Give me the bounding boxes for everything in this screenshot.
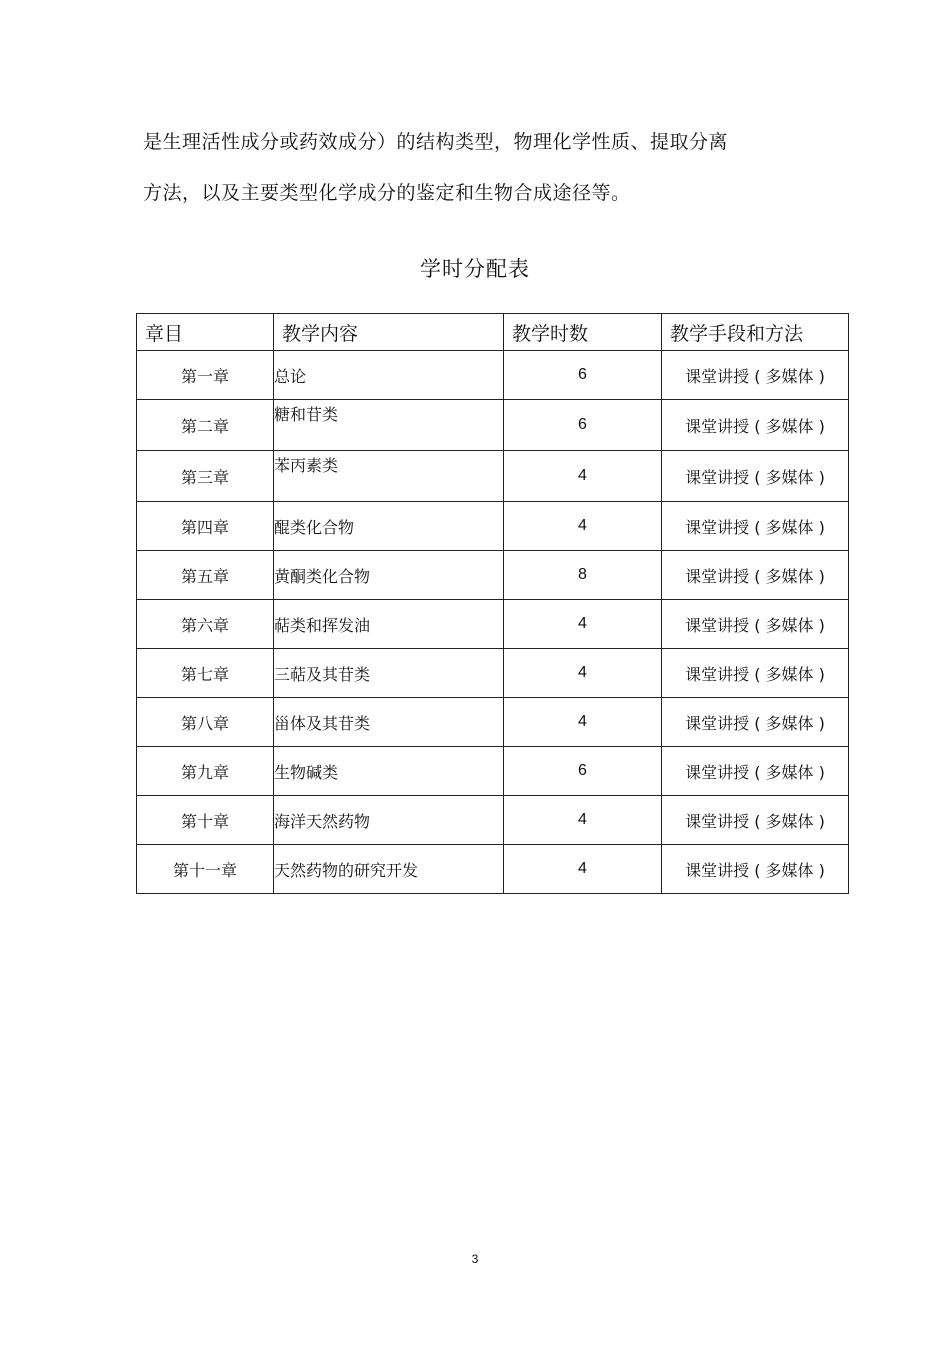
cell-hours: 6: [504, 400, 662, 451]
table-row: [137, 698, 849, 747]
table-row: [137, 747, 849, 796]
cell-hours: 4: [504, 796, 662, 845]
body-text-line-2: 方法，以及主要类型化学成分的鉴定和生物合成途径等。: [143, 182, 631, 204]
table-row: [137, 600, 849, 649]
cell-chapter: 第四章: [137, 502, 274, 551]
hours-allocation-table: [136, 313, 849, 894]
table-row: [137, 796, 849, 845]
cell-content: 总论: [274, 351, 504, 400]
cell-content: 天然药物的研究开发: [274, 845, 504, 894]
cell-chapter: 第五章: [137, 551, 274, 600]
cell-chapter: 第十章: [137, 796, 274, 845]
cell-hours: 8: [504, 551, 662, 600]
cell-method: 课堂讲授 ( 多媒体 ): [662, 551, 849, 600]
table-row: [137, 400, 849, 451]
cell-content: 甾体及其苷类: [274, 698, 504, 747]
page-number: 3: [471, 1252, 479, 1266]
cell-content: 三萜及其苷类: [274, 649, 504, 698]
cell-hours: 6: [504, 351, 662, 400]
cell-method: 课堂讲授 ( 多媒体 ): [662, 451, 849, 502]
header-content: 教学内容: [274, 314, 504, 351]
table-row: [137, 451, 849, 502]
header-hours: 教学时数: [504, 314, 662, 351]
cell-chapter: 第七章: [137, 649, 274, 698]
cell-hours: 4: [504, 845, 662, 894]
table-row: [137, 649, 849, 698]
cell-hours: 4: [504, 649, 662, 698]
table-row: [137, 502, 849, 551]
cell-chapter: 第九章: [137, 747, 274, 796]
table-row: [137, 845, 849, 894]
table-row: [137, 551, 849, 600]
cell-method: 课堂讲授 ( 多媒体 ): [662, 400, 849, 451]
cell-content: 醌类化合物: [274, 502, 504, 551]
cell-method: 课堂讲授 ( 多媒体 ): [662, 351, 849, 400]
cell-content: 苯丙素类: [274, 451, 504, 502]
cell-chapter: 第六章: [137, 600, 274, 649]
cell-content: 海洋天然药物: [274, 796, 504, 845]
table-title: 学时分配表: [420, 257, 530, 281]
cell-content: 黄酮类化合物: [274, 551, 504, 600]
header-method: 教学手段和方法: [662, 314, 849, 351]
cell-hours: 6: [504, 747, 662, 796]
body-text-line-1: 是生理活性成分或药效成分）的结构类型，物理化学性质、提取分离: [143, 131, 729, 153]
table-header-row: [137, 314, 849, 351]
cell-method: 课堂讲授 ( 多媒体 ): [662, 502, 849, 551]
cell-method: 课堂讲授 ( 多媒体 ): [662, 747, 849, 796]
cell-method: 课堂讲授 ( 多媒体 ): [662, 698, 849, 747]
table-row: [137, 351, 849, 400]
cell-hours: 4: [504, 451, 662, 502]
cell-method: 课堂讲授 ( 多媒体 ): [662, 796, 849, 845]
cell-chapter: 第八章: [137, 698, 274, 747]
cell-method: 课堂讲授 ( 多媒体 ): [662, 600, 849, 649]
cell-method: 课堂讲授 ( 多媒体 ): [662, 845, 849, 894]
header-chapter: 章目: [137, 314, 274, 351]
cell-content: 生物碱类: [274, 747, 504, 796]
cell-chapter: 第二章: [137, 400, 274, 451]
cell-method: 课堂讲授 ( 多媒体 ): [662, 649, 849, 698]
cell-hours: 4: [504, 502, 662, 551]
cell-hours: 4: [504, 698, 662, 747]
cell-chapter: 第十一章: [137, 845, 274, 894]
cell-chapter: 第一章: [137, 351, 274, 400]
cell-content: 糖和苷类: [274, 400, 504, 451]
cell-content: 萜类和挥发油: [274, 600, 504, 649]
cell-hours: 4: [504, 600, 662, 649]
cell-chapter: 第三章: [137, 451, 274, 502]
